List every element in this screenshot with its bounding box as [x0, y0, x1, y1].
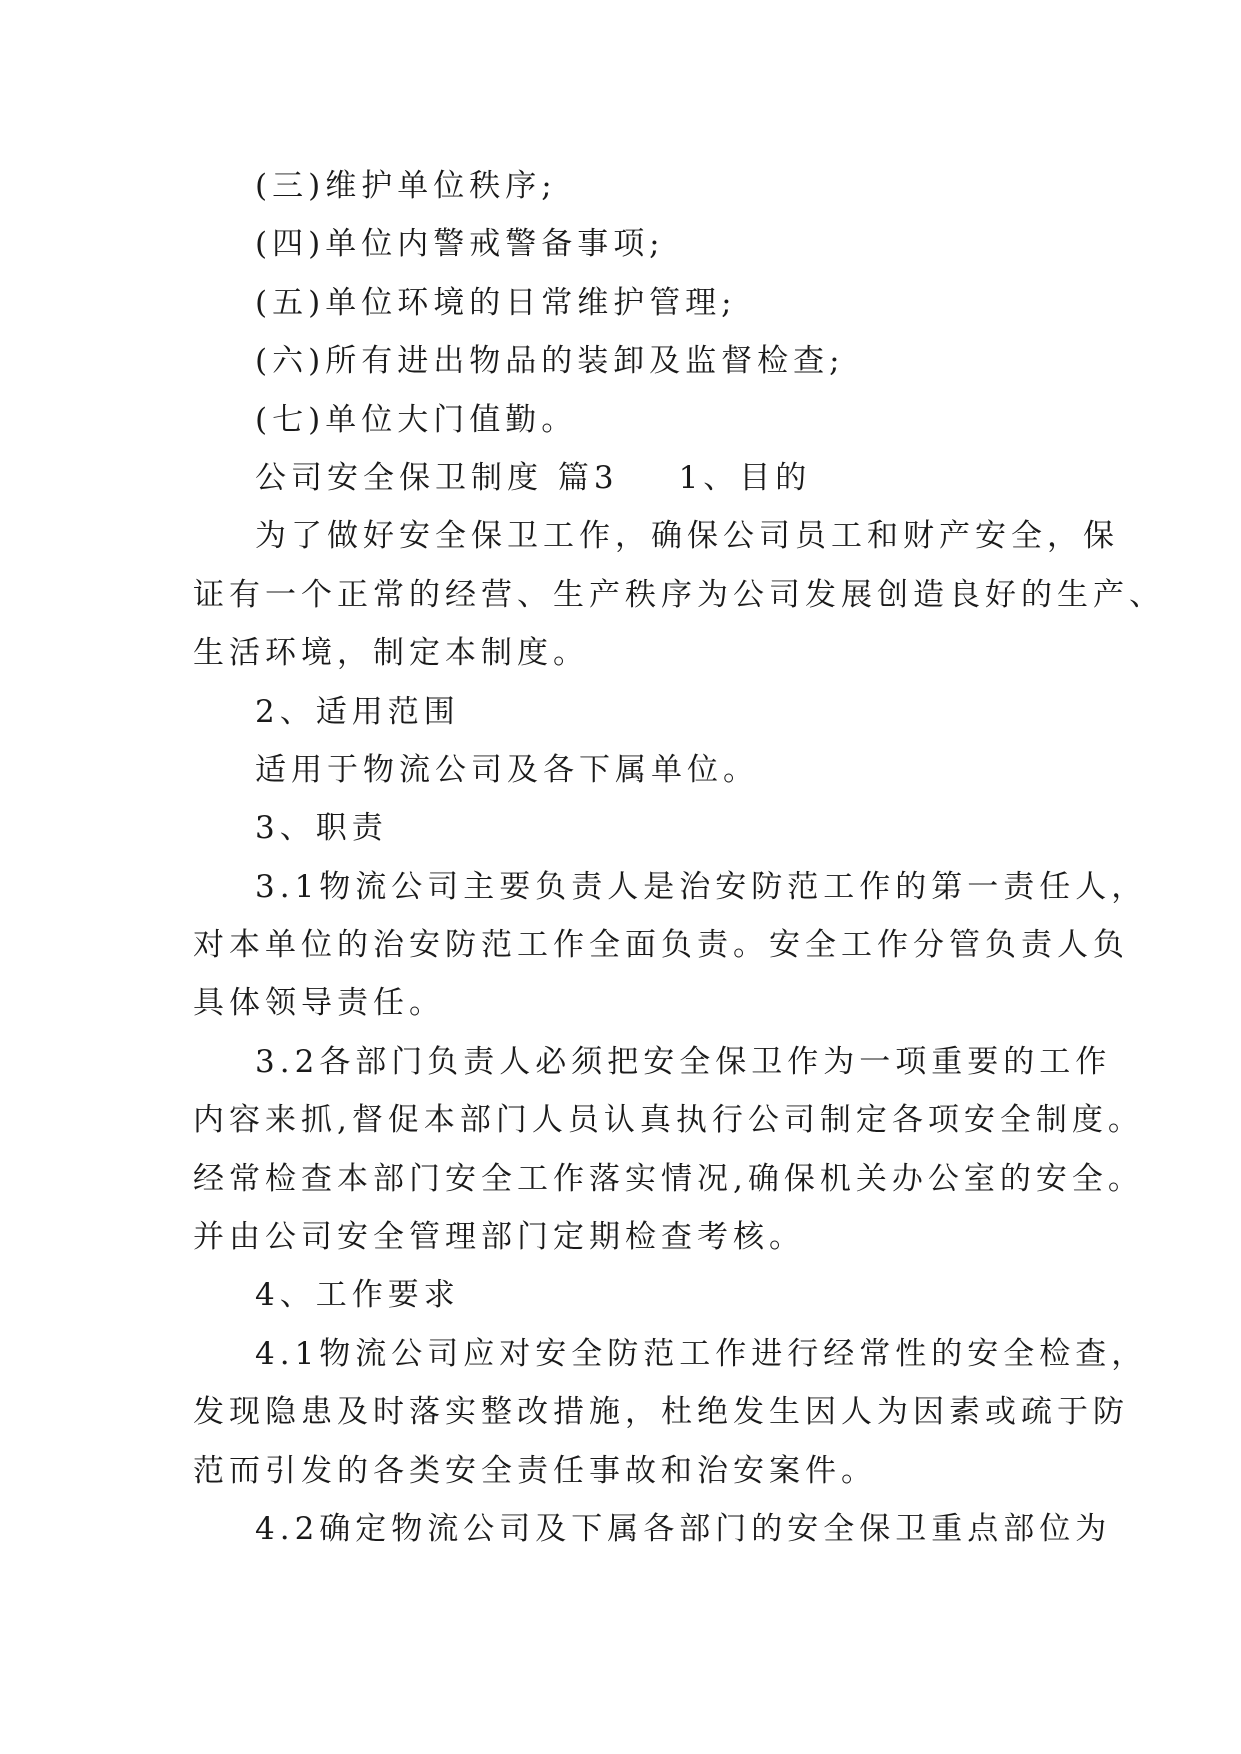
paragraph-line: 对本单位的治安防范工作全面负责。安全工作分管负责人负: [193, 927, 1129, 964]
section-heading-requirements: 4、工作要求: [255, 1277, 460, 1314]
paragraph-line: 为了做好安全保卫工作，确保公司员工和财产安全，保: [255, 518, 1119, 555]
paragraph-line: 3.1物流公司主要负责人是治安防范工作的第一责任人，: [255, 868, 1148, 905]
section-heading-scope: 2、适用范围: [255, 693, 460, 730]
paragraph-line: 具体领导责任。: [193, 985, 445, 1022]
paragraph-line: 证有一个正常的经营、生产秩序为公司发展创造良好的生产、: [193, 576, 1165, 613]
section-heading-duty: 3、职责: [255, 810, 388, 847]
list-item: (四)单位内警戒警备事项;: [255, 226, 665, 263]
list-item: (五)单位环境的日常维护管理;: [255, 284, 737, 321]
document-title: 公司安全保卫制度 篇3: [255, 459, 619, 496]
paragraph-line: 3.2各部门负责人必须把安全保卫作为一项重要的工作: [255, 1043, 1112, 1080]
paragraph-line: 生活环境，制定本制度。: [193, 635, 589, 672]
section-heading-line: [193, 449, 1055, 507]
paragraph-line: 发现隐患及时落实整改措施，杜绝发生因人为因素或疏于防: [193, 1394, 1129, 1431]
paragraph-line: 适用于物流公司及各下属单位。: [255, 751, 759, 788]
paragraph-line: 经常检查本部门安全工作落实情况,确保机关办公室的安全。: [193, 1160, 1144, 1197]
paragraph-line: 并由公司安全管理部门定期检查考核。: [193, 1219, 805, 1256]
section-heading-purpose: 1、目的: [678, 459, 812, 496]
paragraph-line: 内容来抓,督促本部门人员认真执行公司制定各项安全制度。: [193, 1102, 1144, 1139]
list-item: (七)单位大门值勤。: [255, 401, 578, 438]
document-body: [193, 157, 1165, 1558]
paragraph-line: 4.1物流公司应对安全防范工作进行经常性的安全检查，: [255, 1335, 1148, 1372]
paragraph-line: 范而引发的各类安全责任事故和治安案件。: [193, 1452, 877, 1489]
list-item: (三)维护单位秩序;: [255, 168, 557, 204]
list-item: (六)所有进出物品的装卸及监督检查;: [255, 343, 845, 380]
paragraph-line: 4.2确定物流公司及下属各部门的安全保卫重点部位为: [255, 1510, 1112, 1547]
